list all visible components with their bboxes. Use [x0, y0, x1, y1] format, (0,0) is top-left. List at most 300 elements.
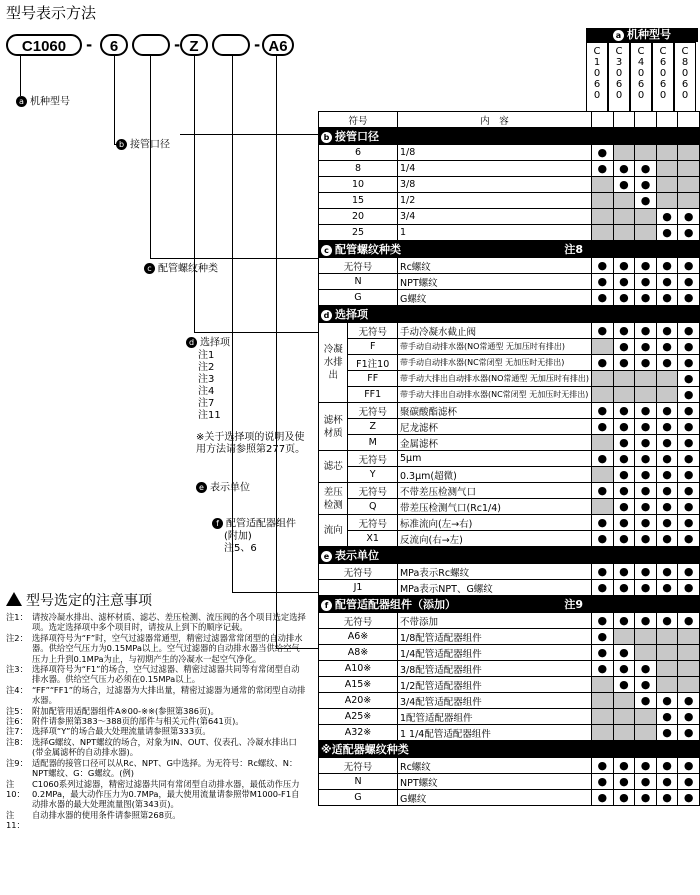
availability-cell — [656, 677, 678, 693]
symbol-cell: 无符号 — [348, 451, 398, 467]
badge-b: b — [116, 139, 127, 150]
model-col-c4060: C 4 0 6 0 — [630, 42, 652, 112]
content-cell: 带手动自动排水器(NC常闭型 无加压时无排出) — [397, 355, 591, 371]
availability-cell: ● — [656, 564, 678, 580]
table-row — [319, 580, 700, 596]
model-header: a 机种型号 — [586, 28, 698, 42]
section-note: 注9 — [564, 598, 584, 611]
availability-cell: ● — [613, 290, 635, 306]
availability-cell — [678, 177, 700, 193]
note-text: 选择项符号为“F1”的场合，空气过滤器、精密过滤器共同等有常闭型自动排水器。供给空气压力必须在0.15MPa以上。 — [32, 664, 300, 685]
availability-cell: ● — [592, 355, 614, 371]
note-text: 适配器的接管口径可以从Rc、NPT、G中选择。为无符号：Rc螺纹、N：NPT螺纹、G：G螺纹。(例) — [32, 757, 298, 779]
section-badge: b — [321, 132, 332, 143]
content-cell: 1配管适配器组件 — [397, 709, 591, 725]
blank-cell — [613, 112, 635, 128]
availability-cell: ● — [592, 790, 614, 806]
option-group-label: 流向 — [319, 515, 348, 547]
availability-cell: ● — [678, 209, 700, 225]
availability-cell: ● — [678, 613, 700, 629]
availability-cell: ● — [613, 564, 635, 580]
availability-cell — [656, 645, 678, 661]
section-title — [319, 547, 592, 564]
section-badge: d — [321, 310, 332, 321]
availability-cell: ● — [635, 161, 657, 177]
availability-cell: ● — [635, 435, 657, 451]
symbol-cell: G — [319, 790, 398, 806]
availability-cell: ● — [592, 629, 614, 645]
availability-cell: ● — [656, 355, 678, 371]
model-col-c3060: C 3 0 6 0 — [608, 42, 630, 112]
code-adapter-box: A6 — [262, 34, 294, 56]
note-item — [6, 612, 306, 633]
availability-cell: ● — [635, 693, 657, 709]
section-title-text: 选择项 — [335, 308, 368, 321]
availability-cell: ● — [678, 758, 700, 774]
availability-cell: ● — [613, 177, 635, 193]
content-cell: G螺纹 — [397, 290, 591, 306]
table-row — [319, 225, 700, 241]
availability-cell: ● — [613, 677, 635, 693]
content-cell: MPa表示Rc螺纹 — [397, 564, 591, 580]
option-group-label: 差压检测 — [319, 483, 348, 515]
availability-cell: ● — [678, 323, 700, 339]
availability-cell: ● — [613, 483, 635, 499]
callout-a: a 机种型号 — [16, 96, 70, 109]
note-key: 注2： — [6, 632, 28, 643]
content-cell: 3/4 — [397, 209, 591, 225]
symbol-cell: 20 — [319, 209, 398, 225]
availability-cell: ● — [613, 758, 635, 774]
note-item — [6, 706, 306, 716]
availability-cell: ● — [678, 467, 700, 483]
availability-cell: ● — [635, 355, 657, 371]
blank-cell — [635, 596, 657, 613]
availability-cell: ● — [635, 290, 657, 306]
availability-cell: ● — [635, 451, 657, 467]
table-row — [319, 451, 700, 467]
availability-cell: ● — [635, 613, 657, 629]
table-row — [319, 435, 700, 451]
note-ref: 注11 — [198, 409, 221, 421]
page-title: 型号表示方法 — [6, 4, 97, 22]
availability-cell: ● — [592, 258, 614, 274]
availability-cell: ● — [678, 709, 700, 725]
availability-cell: ● — [635, 419, 657, 435]
availability-cell: ● — [613, 451, 635, 467]
blank-cell — [613, 128, 635, 145]
table-row — [319, 725, 700, 741]
note-key: 注5： — [6, 705, 28, 716]
availability-cell: ● — [635, 193, 657, 209]
availability-cell: ● — [613, 323, 635, 339]
availability-cell — [613, 629, 635, 645]
table-row — [319, 371, 700, 387]
availability-cell: ● — [656, 531, 678, 547]
availability-cell: ● — [592, 419, 614, 435]
table-row — [319, 419, 700, 435]
content-cell: 0.3μm(超微) — [397, 467, 591, 483]
table-row — [319, 209, 700, 225]
availability-cell: ● — [678, 580, 700, 596]
availability-cell — [592, 709, 614, 725]
availability-cell: ● — [635, 677, 657, 693]
symbol-cell: A8※ — [319, 645, 398, 661]
availability-cell: ● — [613, 161, 635, 177]
content-cell: 1/4配管适配器组件 — [397, 645, 591, 661]
blank-cell — [592, 741, 614, 758]
availability-cell — [678, 193, 700, 209]
blank-cell — [678, 741, 700, 758]
note-key: 注4： — [6, 684, 28, 695]
availability-cell: ● — [678, 774, 700, 790]
content-cell: 3/4配管适配器组件 — [397, 693, 591, 709]
content-cell: 1 1/4配管适配器组件 — [397, 725, 591, 741]
blank-cell — [656, 547, 678, 564]
availability-cell — [678, 145, 700, 161]
leader-line — [194, 56, 195, 332]
symbol-cell: A25※ — [319, 709, 398, 725]
availability-cell: ● — [678, 339, 700, 355]
note-item — [6, 716, 306, 726]
blank-cell — [656, 741, 678, 758]
blank-cell — [678, 596, 700, 613]
availability-cell: ● — [635, 499, 657, 515]
availability-cell: ● — [678, 274, 700, 290]
note-ref: 注2 — [198, 361, 215, 373]
availability-cell: ● — [613, 258, 635, 274]
availability-cell: ● — [592, 645, 614, 661]
blank-cell — [678, 241, 700, 258]
table-row — [319, 709, 700, 725]
blank-cell — [678, 547, 700, 564]
blank-cell — [635, 128, 657, 145]
symbol-cell: Z — [348, 419, 398, 435]
leader-line — [276, 56, 277, 648]
content-cell: 反流向(右→左) — [397, 531, 591, 547]
availability-cell: ● — [678, 451, 700, 467]
note-text: 附加配管用适配器组件A※00-※※(参照第386页)。 — [32, 705, 219, 716]
content-cell: 带手动自动排水器(NO常通型 无加压时有排出) — [397, 339, 591, 355]
availability-cell — [592, 339, 614, 355]
availability-cell: ● — [613, 790, 635, 806]
caution-title: 型号选定的注意事项 — [6, 590, 152, 610]
note-text: “FF”“FF1”的场合，过滤器为大排出量，精密过滤器为通常的常闭型自动排水器。 — [32, 684, 306, 706]
content-cell: 1/8配管适配器组件 — [397, 629, 591, 645]
symbol-cell: 8 — [319, 161, 398, 177]
availability-cell: ● — [613, 435, 635, 451]
availability-cell: ● — [635, 177, 657, 193]
availability-cell — [678, 661, 700, 677]
model-col-c6060: C 6 0 6 0 — [652, 42, 674, 112]
availability-cell — [592, 693, 614, 709]
symbol-cell: A6※ — [319, 629, 398, 645]
leader-line — [232, 592, 318, 593]
availability-cell: ● — [656, 580, 678, 596]
availability-cell: ● — [613, 580, 635, 596]
table-row — [319, 258, 700, 274]
availability-cell: ● — [635, 531, 657, 547]
availability-cell: ● — [656, 790, 678, 806]
callout-c: c 配管螺纹种类 — [144, 263, 218, 276]
availability-cell: ● — [678, 435, 700, 451]
availability-cell — [635, 645, 657, 661]
callout-b: b 接管口径 — [116, 139, 170, 152]
note-key: 注6： — [6, 716, 28, 727]
section-badge: e — [321, 551, 332, 562]
availability-cell: ● — [656, 499, 678, 515]
availability-cell: ● — [656, 693, 678, 709]
note-ref: 注1 — [198, 349, 215, 361]
blank-cell — [592, 241, 614, 258]
note-key: 注7： — [6, 726, 28, 737]
content-cell: 1/2配管适配器组件 — [397, 677, 591, 693]
availability-cell — [592, 177, 614, 193]
availability-cell — [592, 225, 614, 241]
table-row — [319, 645, 700, 661]
table-row — [319, 145, 700, 161]
availability-cell: ● — [592, 564, 614, 580]
blank-cell — [592, 112, 614, 128]
code-size-box: 6 — [100, 34, 128, 56]
symbol-cell: FF — [348, 371, 398, 387]
availability-cell: ● — [656, 403, 678, 419]
badge-e: e — [196, 482, 207, 493]
availability-cell: ● — [656, 435, 678, 451]
section-title-text: ※适配器螺纹种类 — [321, 743, 409, 756]
symbol-cell: 无符号 — [319, 258, 398, 274]
symbol-cell: 无符号 — [319, 758, 398, 774]
availability-cell: ● — [656, 709, 678, 725]
content-cell: 3/8配管适配器组件 — [397, 661, 591, 677]
table-row — [319, 290, 700, 306]
content-cell: 聚碳酸酯滤杯 — [397, 403, 591, 419]
note-text: 自动排水器的使用条件请参照第268页。 — [32, 809, 181, 820]
availability-cell — [656, 629, 678, 645]
availability-cell: ● — [656, 483, 678, 499]
blank-cell — [656, 241, 678, 258]
blank-cell — [678, 306, 700, 323]
note-text: 请按冷凝水排出、滤杯材质、滤芯、差压检测、流压阀的各个项目选定选择项。选定选择项中多个项目时，请按从上到下的顺序记载。 — [32, 612, 306, 633]
note-item — [6, 779, 306, 810]
table-row — [319, 323, 700, 339]
availability-cell: ● — [656, 274, 678, 290]
note-item — [6, 685, 306, 706]
section-badge: f — [321, 600, 332, 611]
note-key: 注9： — [6, 757, 28, 768]
symbol-cell: 25 — [319, 225, 398, 241]
section-header — [319, 596, 700, 613]
availability-cell: ● — [592, 145, 614, 161]
section-title — [319, 741, 592, 758]
symbol-cell: 6 — [319, 145, 398, 161]
blank-cell — [592, 596, 614, 613]
availability-cell — [613, 209, 635, 225]
symbol-cell: A15※ — [319, 677, 398, 693]
spec-table — [318, 111, 700, 806]
availability-cell: ● — [656, 613, 678, 629]
availability-cell: ● — [656, 725, 678, 741]
warning-icon — [6, 592, 22, 606]
availability-cell: ● — [678, 355, 700, 371]
blank-cell — [592, 306, 614, 323]
availability-cell: ● — [678, 371, 700, 387]
content-cell: 不带差压检测气口 — [397, 483, 591, 499]
availability-cell: ● — [592, 274, 614, 290]
option-group-label: 滤芯 — [319, 451, 348, 483]
section-title-text: 配管螺纹种类 — [335, 243, 401, 256]
symbol-cell: 无符号 — [348, 483, 398, 499]
availability-cell — [613, 145, 635, 161]
table-row — [319, 387, 700, 403]
table-row — [319, 693, 700, 709]
availability-cell — [635, 629, 657, 645]
blank-cell — [678, 128, 700, 145]
availability-cell: ● — [678, 258, 700, 274]
note-key: 注11： — [6, 809, 25, 831]
note-text: 选择项“Y”的场合最大处理流量请参照第333页。 — [32, 726, 211, 737]
availability-cell — [592, 725, 614, 741]
content-cell: NPT螺纹 — [397, 774, 591, 790]
availability-cell: ● — [592, 290, 614, 306]
availability-cell: ● — [592, 774, 614, 790]
table-row — [319, 499, 700, 515]
availability-cell: ● — [678, 290, 700, 306]
callout-d: d 选择项 注1 注2 注3 注4 注7 注11 — [186, 337, 230, 422]
symbol-cell: X1 — [348, 531, 398, 547]
blank-cell — [656, 306, 678, 323]
table-row — [319, 613, 700, 629]
availability-cell — [613, 387, 635, 403]
content-cell: Rc螺纹 — [397, 258, 591, 274]
leader-line — [150, 56, 151, 258]
table-row — [319, 774, 700, 790]
availability-cell: ● — [635, 564, 657, 580]
availability-cell — [592, 435, 614, 451]
blank-cell — [635, 547, 657, 564]
availability-cell: ● — [656, 323, 678, 339]
note-text: 选择项符号为“F”时，空气过滤器常通型，精密过滤器常常闭型的自动排水器。供给空气压力为0.15MPa以上。空气过滤器的自动排水器当供给空气压力上升到0.1MPa为止，与初期产生的冷凝水一起空气净化。 — [32, 632, 303, 664]
availability-cell: ● — [678, 499, 700, 515]
section-header — [319, 547, 700, 564]
leader-line — [194, 332, 318, 333]
table-row — [319, 515, 700, 531]
symbol-cell: 无符号 — [348, 403, 398, 419]
availability-cell: ● — [635, 758, 657, 774]
section-title — [319, 241, 592, 258]
availability-cell — [613, 725, 635, 741]
content-cell: 带差压检测气口(Rc1/4) — [397, 499, 591, 515]
availability-cell: ● — [656, 515, 678, 531]
content-cell: MPa表示NPT、G螺纹 — [397, 580, 591, 596]
blank-cell — [613, 741, 635, 758]
blank-cell — [656, 112, 678, 128]
availability-cell: ● — [678, 790, 700, 806]
availability-cell: ● — [678, 387, 700, 403]
leader-line — [20, 56, 21, 96]
note-ref: 注4 — [198, 385, 215, 397]
blank-cell — [635, 241, 657, 258]
badge-a: a — [16, 96, 27, 107]
availability-cell: ● — [613, 515, 635, 531]
content-cell: 金属滤杯 — [397, 435, 591, 451]
availability-cell: ● — [635, 467, 657, 483]
availability-cell — [592, 193, 614, 209]
table-row — [319, 629, 700, 645]
badge-a: a — [613, 30, 624, 41]
blank-cell — [635, 306, 657, 323]
availability-cell: ● — [678, 531, 700, 547]
availability-cell — [613, 225, 635, 241]
availability-cell — [613, 693, 635, 709]
availability-cell: ● — [592, 403, 614, 419]
code-base-box: C1060 — [6, 34, 82, 56]
table-row — [319, 274, 700, 290]
availability-cell — [592, 677, 614, 693]
symbol-cell: 无符号 — [319, 613, 398, 629]
table-row — [319, 355, 700, 371]
availability-cell: ● — [613, 661, 635, 677]
availability-cell — [635, 387, 657, 403]
availability-cell: ● — [635, 580, 657, 596]
availability-cell: ● — [592, 758, 614, 774]
availability-cell: ● — [592, 323, 614, 339]
blank-cell — [592, 128, 614, 145]
table-row — [319, 403, 700, 419]
blank-cell — [613, 547, 635, 564]
availability-cell: ● — [613, 531, 635, 547]
symbol-cell: N — [319, 274, 398, 290]
symbol-cell: 10 — [319, 177, 398, 193]
table-row — [319, 161, 700, 177]
table-header-row — [319, 112, 700, 128]
note-ref: 注3 — [198, 373, 215, 385]
table-row — [319, 531, 700, 547]
availability-cell: ● — [635, 339, 657, 355]
availability-cell — [656, 193, 678, 209]
note-key: 注3： — [6, 664, 28, 675]
availability-cell — [656, 145, 678, 161]
availability-cell: ● — [656, 758, 678, 774]
table-row — [319, 339, 700, 355]
symbol-cell: 无符号 — [348, 515, 398, 531]
badge-c: c — [144, 263, 155, 274]
option-group-label: 滤杯材质 — [319, 403, 348, 451]
option-remark: ※关于选择项的说明及使用方法请参照第277页。 — [196, 432, 306, 455]
code-dash: - — [86, 36, 93, 54]
note-ref: 注7 — [198, 397, 215, 409]
section-title — [319, 128, 592, 145]
note-text: C1060系列过滤器，精密过滤器共同有常闭型自动排水器，最低动作压力0.2MPa，最大动作压力为0.7MPa，最大使用流量请参照带M1000-F1自动排水器的最大处理流量图(第343页)。 — [32, 778, 300, 810]
section-header — [319, 741, 700, 758]
availability-cell — [656, 161, 678, 177]
symbol-cell: FF1 — [348, 387, 398, 403]
availability-cell: ● — [613, 645, 635, 661]
availability-cell: ● — [635, 274, 657, 290]
note-item — [6, 758, 306, 779]
note-item — [6, 810, 306, 831]
availability-cell — [613, 709, 635, 725]
leader-line — [114, 56, 115, 144]
section-title — [319, 306, 592, 323]
table-row — [319, 661, 700, 677]
blank-cell — [678, 112, 700, 128]
availability-cell: ● — [656, 451, 678, 467]
availability-cell: ● — [635, 258, 657, 274]
note-item — [6, 664, 306, 685]
symbol-cell: J1 — [319, 580, 398, 596]
symbol-cell: 无符号 — [348, 323, 398, 339]
